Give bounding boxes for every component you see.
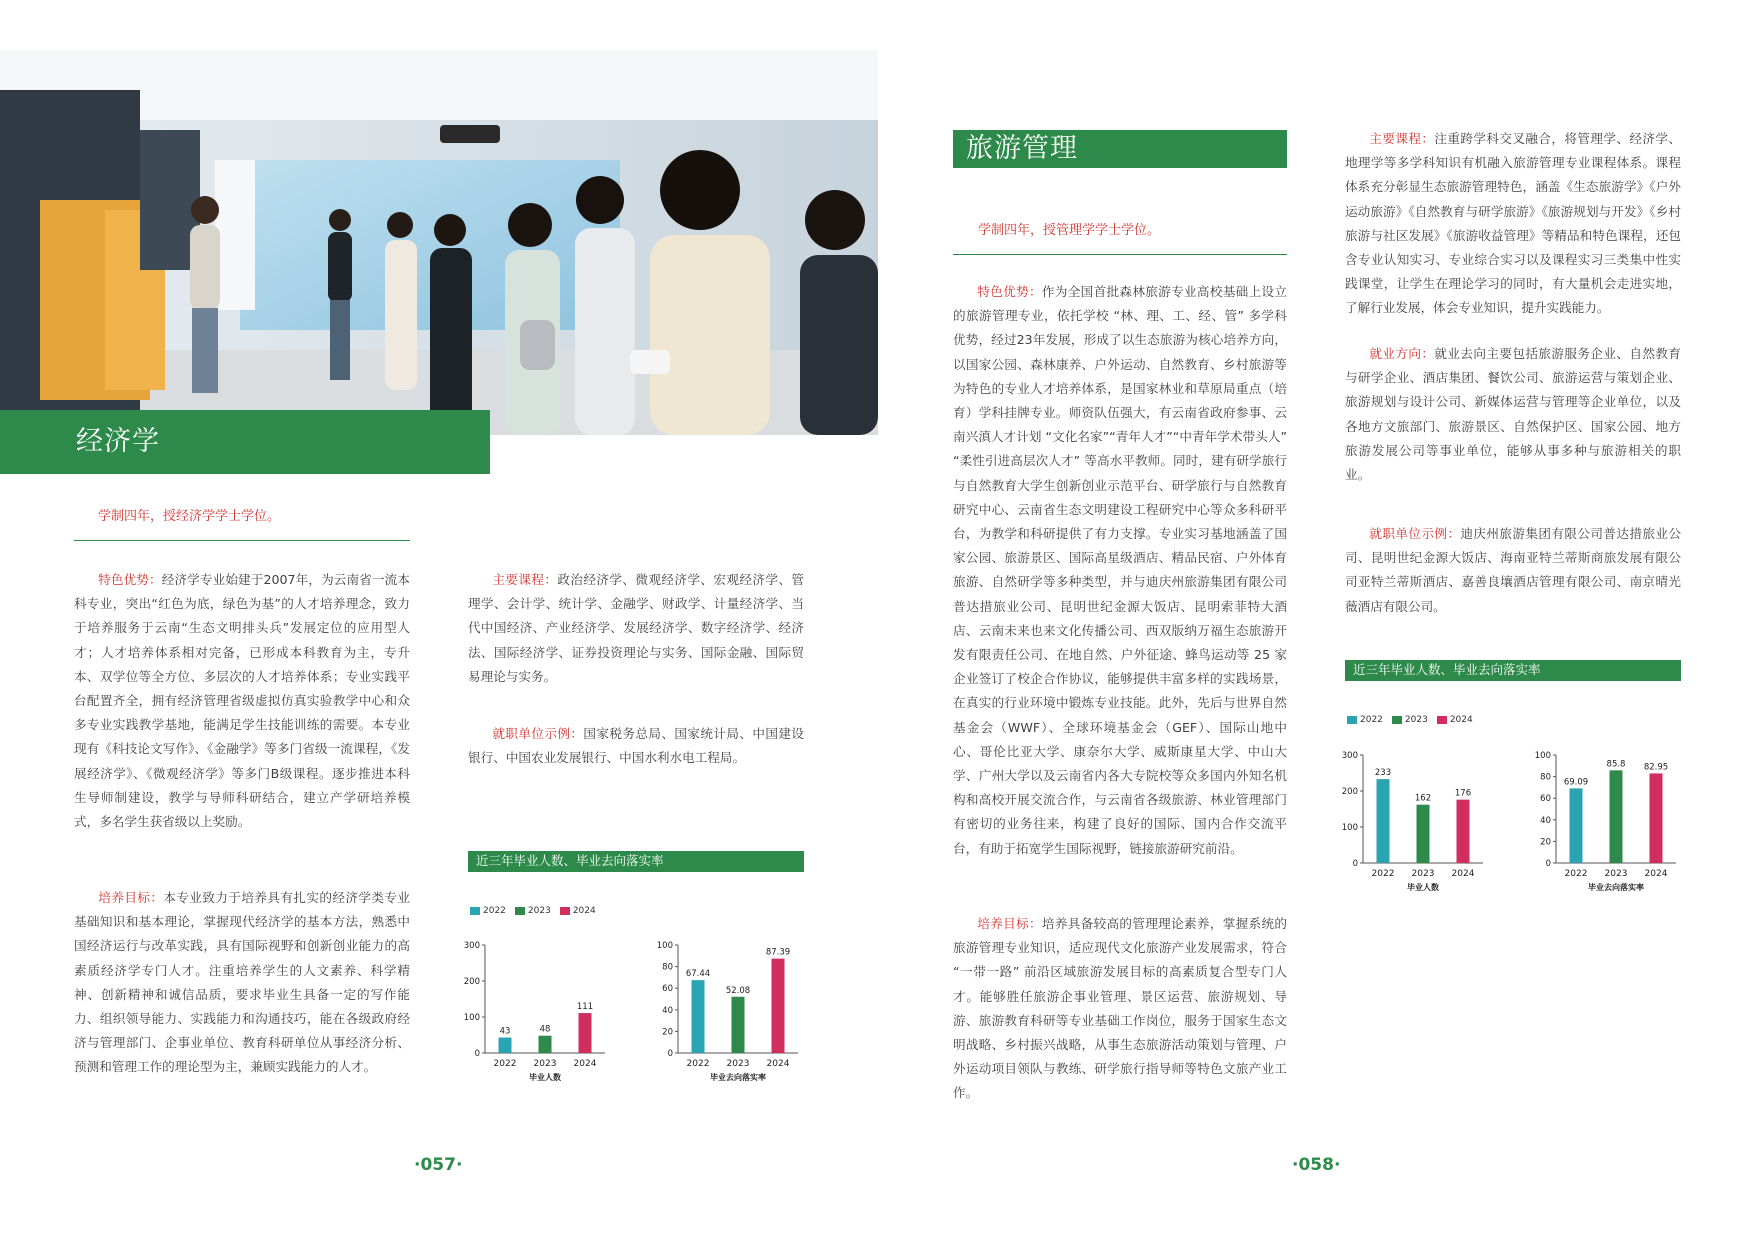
y-tick-label: 20 [1540, 837, 1551, 848]
economics-features-label: 特色优势： [98, 572, 162, 587]
y-tick-label: 80 [662, 962, 673, 973]
x-tick-label-2024: 2024 [766, 1059, 790, 1069]
economics-title-bar [0, 410, 490, 474]
bar-2023 [539, 1036, 552, 1053]
tourism-rate-chart [1526, 745, 1696, 905]
y-tick-label: 100 [1341, 823, 1358, 833]
economics-features-text: 经济学专业始建于2007年，为云南省一流本科专业，突出“红色为底，绿色为基”的人才培养理念，致力于培养服务于云南“生态文明排头兵”发展定位的应用型人才；人才培养体系相对完备，已形成本科教育为主，专升本、双学位等全方位、多层次的人才培养体系；专业实践平台配置齐全，拥有经济管理省级虚拟仿真实验教学中心和众多专业实践教学基地，能满足学生技能训练的需要。本专业现有《科技论文写作》、《金融学》等多门省级一流课程，《发展经济学》、《微观经济学》等多门B级课程。逐步推进本科生导师制建设，教学与导师科研结合，建立产学研培养模式，多名学生获省级以上奖励。 [74, 572, 410, 830]
page-number-right: ·058· [1292, 1155, 1341, 1175]
y-tick-label: 300 [1341, 751, 1358, 761]
tourism-employers-text: 迪庆州旅游集团有限公司普达措旅业公司、昆明世纪金源大饭店、海南亚特兰蒂斯商旅发展有限公司亚特兰蒂斯酒店、嘉善良壤酒店管理有限公司、南京晴光薇酒店有限公司。 [1345, 526, 1681, 614]
economics-employers [468, 722, 804, 770]
y-tick-label: 20 [662, 1027, 673, 1038]
bar-2022 [1570, 788, 1583, 863]
value-label-2022: 233 [1374, 768, 1392, 779]
x-tick-label-2023: 2023 [1411, 869, 1435, 879]
x-axis-label: 毕业人数 [1407, 883, 1439, 892]
tourism-goal [953, 912, 1287, 1106]
x-tick-label-2024: 2024 [1644, 869, 1668, 879]
economics-divider [74, 540, 410, 541]
x-tick-label-2022: 2022 [1564, 869, 1588, 879]
tourism-features [953, 280, 1287, 861]
economics-chart-title: 近三年毕业人数、毕业去向落实率 [468, 851, 804, 872]
economics-features [74, 568, 410, 834]
legend-item-2022: 2022 [1347, 715, 1383, 725]
legend-item-2024: 2024 [560, 906, 596, 916]
tourism-courses-text: 注重跨学科交叉融合，将管理学、经济学、地理学等多学科知识有机融入旅游管理专业课程体系。课程体系充分彰显生态旅游管理特色，涵盖《生态旅游学》《户外运动旅游》《自然教育与研学旅游》《旅游规划与开发》《乡村旅游与社区发展》《旅游收益管理》等精品和特色课程，还包含专业认知实习、专业综合实习以及课程实习三类集中性实践课堂，让学生在理论学习的同时，有大量机会走进实地，了解行业发展，体会专业知识，提升实践能力。 [1345, 131, 1681, 316]
tourism-features-text: 作为全国首批森林旅游专业高校基础上设立的旅游管理专业，依托学校 “林、理、工、经、管” 多学科优势，经过23年发展，形成了以生态旅游为核心培养方向，以国家公园、森林康养、户外运动、自然教育、乡村旅游等为特色的专业人才培养体系，是国家林业和草原局重点（培育）学科挂牌专业。师资队伍强大，有云南省政府参事、云南兴滇人才计划 “文化名家”“青年人才”“中青年学术带头人” “柔性引进高层次人才” 等高水平教师。同时，建有研学旅行与自然教育大学生创新创业示范平台、研学旅行与自然教育研究中心、云南省生态文明建设工程研究中心等众多科研平台，为教学和科研提供了有力支撑。专业实习基地涵盖了国家公园、旅游景区、国际高星级酒店、精品民宿、户外体育旅游、自然研学等多种类型，并与迪庆州旅游集团有限公司普达措旅业公司、昆明世纪金源大饭店、昆明索菲特大酒店、云南未来也来文化传播公司、西双版纳万福生态旅游开发有限责任公司、在地自然、户外征途、蜂鸟运动等 25 家企业签订了校企合作协议，能够提供丰富多样的实践场景，在真实的行业环境中锻炼专业技能。此外，先后与世界自然基金会（WWF）、全球环境基金会（GEF）、国际山地中心、哥伦比亚大学、康奈尔大学、威斯康星大学、中山大学、广州大学以及云南省内各大专院校等众多国内外知名机构和高校开展交流合作，与云南省各级旅游、林业管理部门有密切的业务往来，构建了良好的国际、国内合作交流平台，有助于拓宽学生国际视野，链接旅游研究前沿。 [953, 284, 1288, 856]
y-tick-label: 60 [662, 984, 673, 995]
economics-goal [74, 886, 410, 1080]
y-tick-label: 0 [1545, 859, 1551, 869]
tourism-employers-label: 就职单位示例： [1369, 526, 1461, 541]
bar-2024 [1650, 773, 1663, 863]
y-tick-label: 40 [1540, 815, 1551, 826]
legend-swatch-2023 [1392, 716, 1402, 724]
bar-2022 [499, 1038, 512, 1053]
legend-item-2024: 2024 [1437, 715, 1473, 725]
economics-courses [468, 568, 804, 689]
economics-chart-legend [470, 906, 596, 916]
y-tick-label: 300 [463, 941, 480, 951]
x-axis-label: 毕业人数 [529, 1073, 561, 1082]
bar-2024 [772, 959, 785, 1053]
tourism-goal-text: 培养具备较高的管理理论素养，掌握系统的旅游管理专业知识，适应现代文化旅游产业发展需求，符合 “一带一路” 前沿区域旅游发展目标的高素质复合型专门人才。能够胜任旅游企事业管理、景区运营、旅游规划、导游、旅游教育科研等专业基础工作岗位，服务于国家生态文明战略、乡村振兴战略，从事生态旅游活动策划与管理、户外运动项目领队与教练、研学旅行指导师等特色文旅产业工作。 [953, 916, 1288, 1101]
y-tick-label: 0 [667, 1049, 673, 1059]
economics-title: 经济学 [76, 426, 160, 457]
y-tick-label: 0 [1352, 859, 1358, 869]
value-label-2022: 67.44 [685, 969, 711, 980]
bar-2023 [1417, 805, 1430, 863]
economics-courses-text: 政治经济学、微观经济学、宏观经济学、管理学、会计学、统计学、金融学、财政学、计量经济学、当代中国经济、产业经济学、发展经济学、数字经济学、经济法、国际经济学、证券投资理论与实务、国际金融、国际贸易理论与实务。 [468, 572, 804, 684]
tourism-divider [953, 254, 1287, 255]
tourism-courses-label: 主要课程： [1369, 131, 1435, 146]
legend-swatch-2024 [560, 907, 570, 915]
tourism-career-label: 就业方向： [1369, 346, 1435, 361]
tourism-chart-legend [1347, 715, 1473, 725]
y-tick-label: 40 [662, 1005, 673, 1016]
bar-2023 [732, 997, 745, 1053]
bar-2024 [579, 1013, 592, 1053]
x-tick-label-2022: 2022 [686, 1059, 710, 1069]
legend-item-2023: 2023 [515, 906, 551, 916]
legend-item-2023: 2023 [1392, 715, 1428, 725]
value-label-2024: 82.95 [1643, 762, 1669, 773]
value-label-2024: 176 [1454, 788, 1472, 799]
x-tick-label-2023: 2023 [1604, 869, 1628, 879]
bar-2022 [1377, 779, 1390, 863]
tourism-features-label: 特色优势： [977, 284, 1042, 299]
tourism-courses [1345, 127, 1681, 321]
x-tick-label-2022: 2022 [1371, 869, 1395, 879]
economics-employers-label: 就职单位示例： [492, 726, 584, 741]
x-tick-label-2023: 2023 [726, 1059, 750, 1069]
x-axis-label: 毕业去向落实率 [1588, 883, 1644, 892]
economics-graduates-chart [455, 935, 625, 1095]
campus-visit-photo [0, 50, 878, 435]
economics-subtitle: 学制四年，授经济学学士学位。 [98, 509, 281, 524]
x-axis-label: 毕业去向落实率 [710, 1073, 766, 1082]
tourism-employers [1345, 522, 1681, 619]
y-tick-label: 80 [1540, 772, 1551, 783]
page-number-left: ·057· [414, 1155, 463, 1175]
value-label-2023: 52.08 [725, 985, 751, 996]
legend-swatch-2022 [1347, 716, 1357, 724]
bar-2022 [692, 980, 705, 1053]
tourism-goal-label: 培养目标： [977, 916, 1042, 931]
value-label-2023: 48 [539, 1024, 551, 1035]
legend-swatch-2022 [470, 907, 480, 915]
value-label-2022: 43 [499, 1026, 511, 1037]
photo-illustration [0, 50, 878, 435]
bar-2023 [1610, 770, 1623, 863]
y-tick-label: 100 [656, 941, 673, 951]
tourism-career [1345, 342, 1681, 487]
tourism-title: 旅游管理 [966, 133, 1078, 164]
value-label-2023: 85.8 [1606, 759, 1626, 770]
legend-swatch-2023 [515, 907, 525, 915]
legend-item-2022: 2022 [470, 906, 506, 916]
legend-swatch-2024 [1437, 716, 1447, 724]
tourism-title-bar [953, 130, 1287, 168]
y-tick-label: 100 [463, 1013, 480, 1023]
tourism-subtitle: 学制四年，授管理学学士学位。 [978, 223, 1161, 238]
tourism-career-text: 就业去向主要包括旅游服务企业、自然教育与研学企业、酒店集团、餐饮公司、旅游运营与策划企业、旅游规划与设计公司、新媒体运营与管理等企业单位，以及各地方文旅部门、旅游景区、自然保护区、国家公园、地方旅游发展公司等事业单位，能够从事多种与旅游相关的职业。 [1345, 346, 1681, 483]
x-tick-label-2024: 2024 [1451, 869, 1475, 879]
value-label-2024: 111 [576, 1002, 594, 1013]
x-tick-label-2024: 2024 [573, 1059, 597, 1069]
y-tick-label: 100 [1534, 751, 1551, 761]
bar-2024 [1457, 800, 1470, 863]
economics-goal-text: 本专业致力于培养具有扎实的经济学类专业基础知识和基本理论，掌握现代经济学的基本方法，熟悉中国经济运行与改革实践，具有国际视野和创新创业能力的高素质经济学专门人才。注重培养学生的人文素养、科学精神、创新精神和诚信品质，要求毕业生具备一定的写作能力、组织领导能力、实践能力和沟通技巧，能在各级政府经济与管理部门、企事业单位、教育科研单位从事经济分析、预测和管理工作的理论型为主，兼顾实践能力的人才。 [74, 890, 410, 1075]
y-tick-label: 0 [474, 1049, 480, 1059]
economics-rate-chart [648, 935, 818, 1095]
y-tick-label: 200 [463, 977, 480, 987]
tourism-chart-title: 近三年毕业人数、毕业去向落实率 [1345, 660, 1681, 681]
value-label-2023: 162 [1414, 793, 1432, 804]
economics-courses-label: 主要课程： [492, 572, 558, 587]
economics-employers-text: 国家税务总局、国家统计局、中国建设银行、中国农业发展银行、中国水利水电工程局。 [468, 726, 804, 766]
economics-goal-label: 培养目标： [98, 890, 164, 905]
y-tick-label: 60 [1540, 794, 1551, 805]
tourism-graduates-chart [1333, 745, 1503, 905]
x-tick-label-2023: 2023 [533, 1059, 557, 1069]
value-label-2024: 87.39 [765, 947, 791, 958]
y-tick-label: 200 [1341, 787, 1358, 797]
x-tick-label-2022: 2022 [493, 1059, 517, 1069]
value-label-2022: 69.09 [1563, 777, 1589, 788]
